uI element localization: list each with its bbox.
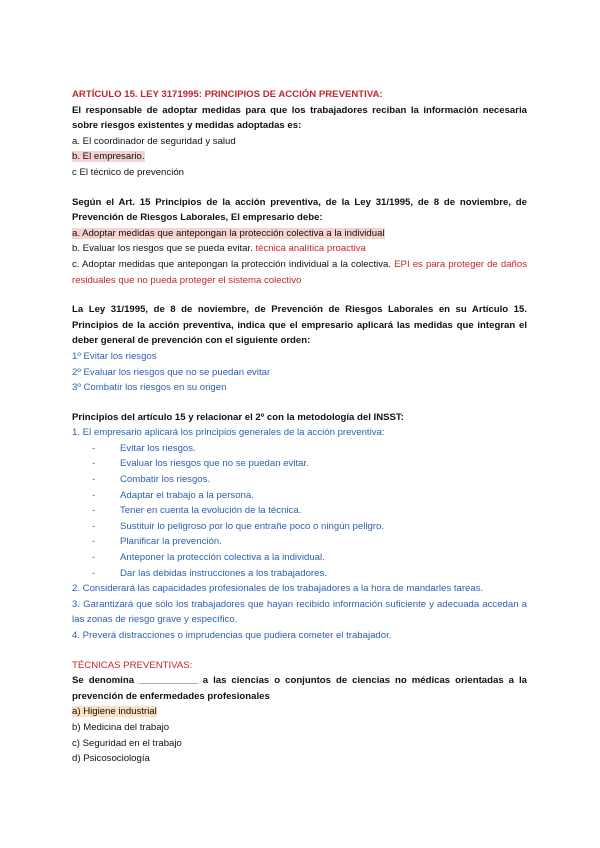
list-item: - Tener en cuenta la evolución de la técnica. <box>92 503 527 519</box>
q3-item-1: 1º Evitar los riesgos <box>72 350 157 362</box>
q4-point-2: 2. Considerará las capacidades profesionales de los trabajadores a la hora de mandarles tareas. <box>72 583 484 595</box>
list-item: - Adaptar el trabajo a la persona. <box>92 488 527 504</box>
list-item: - Planificar la prevención. <box>92 534 527 550</box>
q1-option-b-text: b. El empresario. <box>72 151 145 163</box>
q4-point-1: 1. El empresario aplicará los principios generales de la acción preventiva: <box>72 427 385 439</box>
question-3: La Ley 31/1995, de 8 de noviembre, de Prevención de Riesgos Laborales en su Artículo 15. Principios de la acción preventiva, indica que el empresario aplicará las medidas que integran el deber general de prevención con el siguiente orden: <box>72 304 527 347</box>
q2-option-a <box>72 226 527 242</box>
list-item: - Anteponer la protección colectiva a la individual. <box>92 550 527 566</box>
q5-option-c: c) Seguridad en el trabajo <box>72 737 182 749</box>
q3-item-3: 3º Combatir los riesgos en su origen <box>72 382 227 394</box>
list-item: - Dar las debidas instrucciones a los trabajadores. <box>92 566 527 582</box>
q5-option-a-label: Higiene industrial <box>83 706 157 718</box>
q5-option-a-prefix: a) <box>72 706 81 718</box>
question-4: Principios del artículo 15 y relacionar el 2º con la metodología del INSST: <box>72 411 404 423</box>
q4-point-4: 4. Preverá distracciones o imprudencias que pudiera cometer el trabajador. <box>72 630 392 641</box>
q5-option-a <box>72 704 527 720</box>
q5-option-b: b) Medicina del trabajo <box>72 721 170 733</box>
q1-option-b <box>72 149 527 165</box>
q2-option-c <box>72 257 527 288</box>
q1-option-a: a. El coordinador de seguridad y salud <box>72 135 236 147</box>
list-item: - Combatir los riesgos. <box>92 472 527 488</box>
q4-principles-list <box>72 441 527 581</box>
q2-option-b <box>72 241 527 257</box>
list-item: - Evitar los riesgos. <box>92 441 527 457</box>
document-content <box>72 87 527 767</box>
q5-option-a-text <box>72 706 157 717</box>
q1-option-c: c El técnico de prevención <box>72 166 184 178</box>
q2-option-b-text: b. Evaluar los riesgos que se pueda evitar. <box>72 243 253 255</box>
list-item: - Sustituir lo peligroso por lo que entrañe poco o ningún peligro. <box>92 519 527 535</box>
q4-point-3: 3. Garantizará que sólo los trabajadores que hayan recibido información suficiente y adecuada accedan a las zonas de riesgo grave y específico. <box>72 598 527 626</box>
q2-option-c-note: EPI es para proteger de daños residuales que no pueda proteger el sistema colectivo <box>72 258 528 286</box>
question-5: Se denomina ___________ a las ciencias o conjuntos de ciencias no médicas orientadas a la prevención de enfermedades profesionales <box>72 675 527 702</box>
question-1: El responsable de adoptar medidas para que los trabajadores reciban la información necesaria sobre riesgos existentes y medidas adoptadas es: <box>72 104 527 132</box>
q2-option-c-text: c. Adoptar medidas que antepongan la protección individual a la colectiva. <box>72 258 392 270</box>
q3-item-2: 2º Evaluar los riesgos que no se puedan evitar <box>72 366 271 378</box>
q5-option-d: d) Psicosociología <box>72 753 150 765</box>
section-heading-art15: ARTÍCULO 15. LEY 3171995: PRINCIPIOS DE ACCIÓN PREVENTIVA: <box>72 89 383 100</box>
list-item: - Evaluar los riesgos que no se puedan evitar. <box>92 456 527 472</box>
q2-option-a-text: a. Adoptar medidas que antepongan la protección colectiva a la individual <box>72 227 385 239</box>
section-heading-tecnicas: TÉCNICAS PREVENTIVAS: <box>72 659 193 671</box>
question-2: Según el Art. 15 Principios de la acción preventiva, de la Ley 31/1995, de 8 de noviembre, de Prevención de Riesgos Laborales, El empresario debe: <box>72 196 527 224</box>
q2-option-b-note: técnica analítica proactiva <box>255 243 366 255</box>
